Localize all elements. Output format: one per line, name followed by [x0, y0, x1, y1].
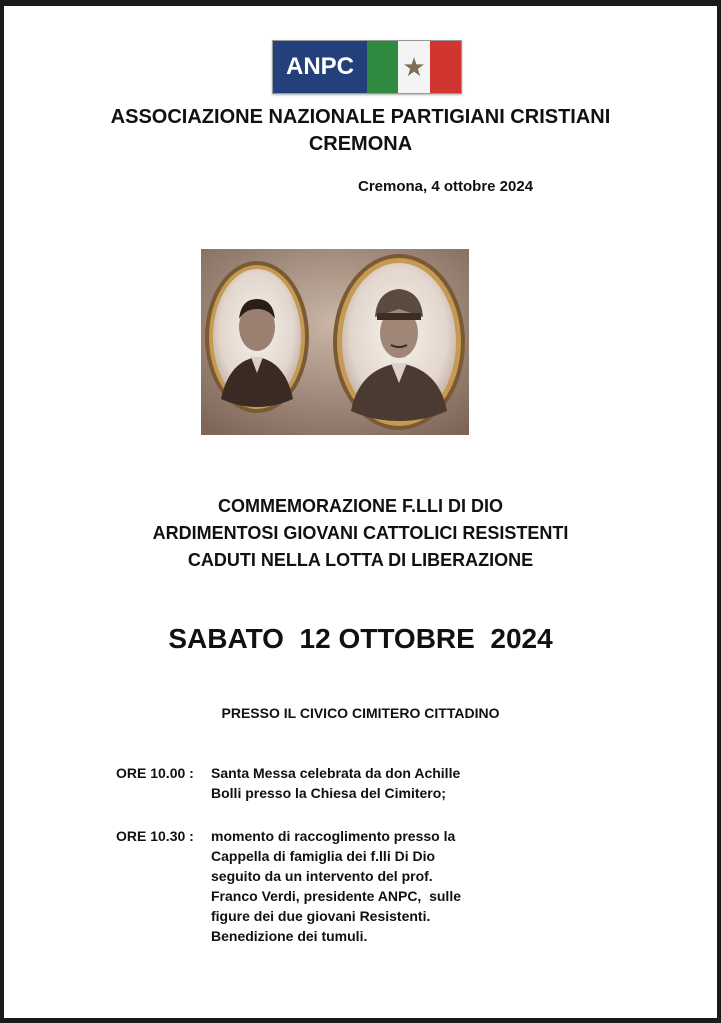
- schedule-line: Santa Messa celebrata da don Achille: [211, 765, 461, 781]
- venue: PRESSO IL CIVICO CIMITERO CITTADINO: [221, 705, 500, 721]
- poster-page: [4, 6, 717, 1018]
- org-line-2: CREMONA: [308, 133, 413, 155]
- commem-line-3: CADUTI NELLA LOTTA DI LIBERAZIONE: [187, 550, 534, 570]
- schedule-line: figure dei due giovani Resistenti.: [211, 908, 431, 924]
- schedule-description: [211, 763, 541, 803]
- schedule-time: ORE 10.30 :: [116, 828, 194, 844]
- commem-line-2: ARDIMENTOSI GIOVANI CATTOLICI RESISTENTI: [152, 523, 569, 543]
- dateline: Cremona, 4 ottobre 2024: [358, 178, 534, 195]
- schedule-line: Benedizione dei tumuli.: [211, 928, 368, 944]
- schedule-line: momento di raccoglimento presso la: [211, 828, 456, 844]
- commem-line-1: COMMEMORAZIONE F.LLI DI DIO: [218, 496, 503, 516]
- organization-name: [4, 104, 717, 158]
- org-line-1: ASSOCIAZIONE NAZIONALE PARTIGIANI CRISTIANI: [110, 106, 611, 128]
- portrait-photo: [201, 249, 469, 435]
- italian-flag: [367, 41, 461, 93]
- schedule-line: Bolli presso la Chiesa del Cimitero;: [211, 785, 446, 801]
- schedule-description: [211, 826, 541, 946]
- anpc-logo: [272, 40, 462, 94]
- schedule-time: ORE 10.00 :: [116, 765, 194, 781]
- schedule-line: Cappella di famiglia dei f.lli Di Dio: [211, 848, 436, 864]
- logo-text: ANPC: [273, 41, 367, 93]
- schedule-line: seguito da un intervento del prof.: [211, 868, 433, 884]
- event-date: SABATO 12 OTTOBRE 2024: [168, 623, 553, 654]
- star-icon: ★: [402, 52, 426, 82]
- schedule-line: Franco Verdi, presidente ANPC, sulle: [211, 888, 461, 904]
- commemoration-title: [4, 493, 717, 574]
